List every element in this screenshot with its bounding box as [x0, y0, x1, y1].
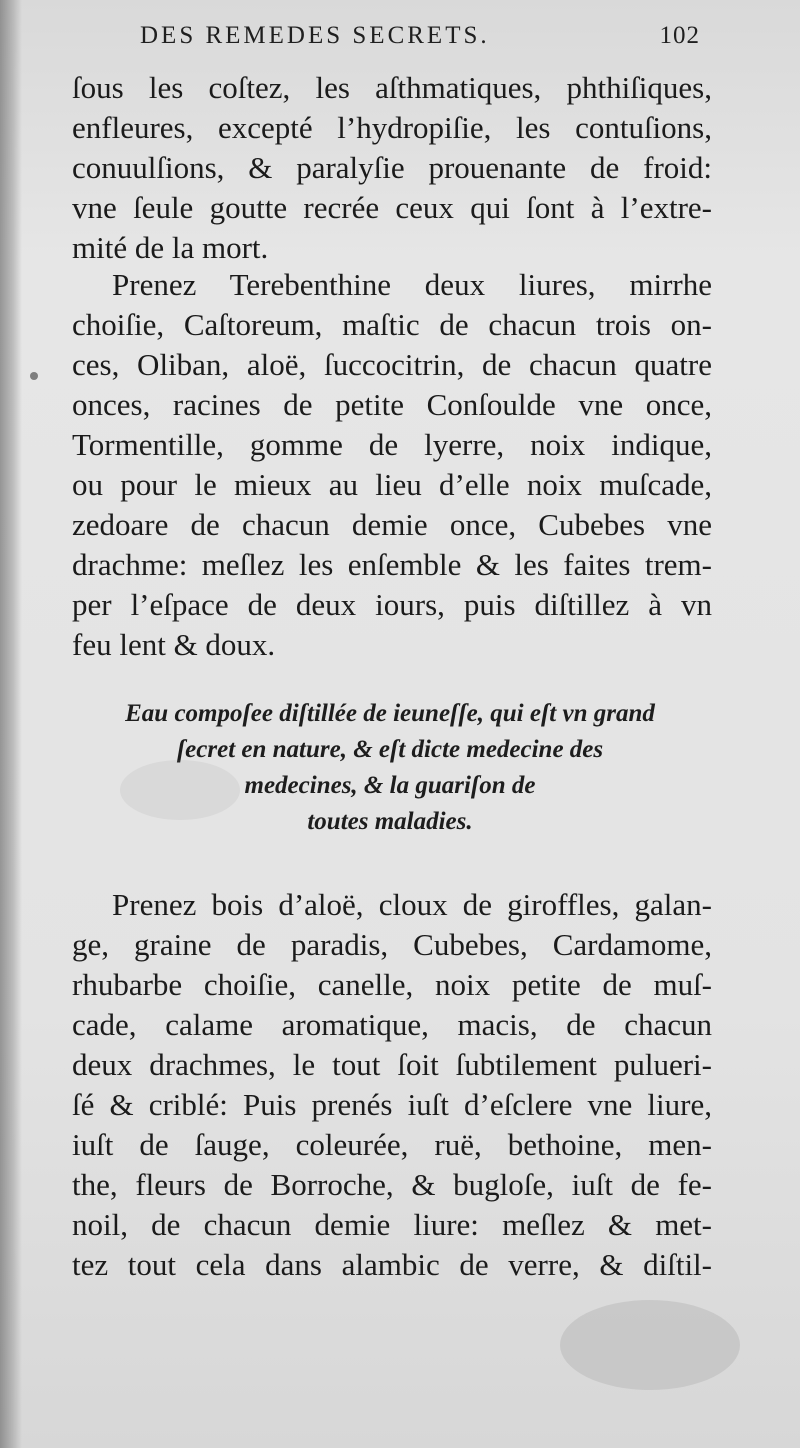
text-line: ge, graine de paradis, Cubebes, Cardamome, [72, 927, 712, 962]
heading-line: ſecret en nature, & eſt dicte medecine des [176, 736, 604, 763]
text-line: Prenez Terebenthine deux liures, mirrhe [112, 267, 712, 302]
paper-stain [120, 760, 240, 820]
text-line: noil, de chacun demie liure: meſlez & met- [72, 1207, 712, 1242]
paragraph-recipe-aloe [72, 885, 712, 1285]
ink-speck [30, 372, 38, 380]
text-line: conuulſions, & paralyſie prouenante de froid: [72, 150, 712, 185]
heading-line: toutes maladies. [307, 808, 473, 835]
text-line: Prenez bois d’aloë, cloux de giroffles, galan- [112, 887, 712, 922]
text-line: drachme: meſlez les enſemble & les faites trem- [72, 547, 712, 582]
text-line: ſous les coſtez, les aſthmatiques, phthiſiques, [72, 70, 712, 105]
text-line: feu lent & doux. [72, 627, 276, 662]
text-line: vne ſeule goutte recrée ceux qui ſont à l’extre- [72, 190, 712, 225]
text-line: mité de la mort. [72, 230, 269, 265]
text-line: enfleures, excepté l’hydropiſie, les contuſions, [72, 110, 712, 145]
paragraph-recipe-terebenthine [72, 265, 712, 665]
heading-line: medecines, & la guariſon de [244, 772, 536, 799]
running-head [140, 22, 700, 62]
text-line: ſé & criblé: Puis prenés iuſt d’eſclere vne liure, [72, 1087, 712, 1122]
text-line: choiſie, Caſtoreum, maſtic de chacun trois on- [72, 307, 712, 342]
text-line: deux drachmes, le tout ſoit ſubtilement pulueri- [72, 1047, 712, 1082]
heading-line: Eau compoſee diſtillée de ieuneſſe, qui eſt vn grand [125, 700, 655, 727]
text-line: ces, Oliban, aloë, ſuccocitrin, de chacun quatre [72, 347, 712, 382]
text-line: rhubarbe choiſie, canelle, noix petite de muſ- [72, 967, 712, 1002]
text-line: cade, calame aromatique, macis, de chacun [72, 1007, 712, 1042]
text-line: the, fleurs de Borroche, & bugloſe, iuſt de fe- [72, 1167, 712, 1202]
text-line: Tormentille, gomme de lyerre, noix indique, [72, 427, 712, 462]
text-line: tez tout cela dans alambic de verre, & diſtil- [72, 1247, 712, 1282]
paper-stain [560, 1300, 740, 1390]
text-line: zedoare de chacun demie once, Cubebes vne [72, 507, 712, 542]
running-title: DES REMEDES SECRETS. [140, 22, 490, 49]
text-line: per l’eſpace de deux iours, puis diſtillez à vn [72, 587, 712, 622]
text-line: onces, racines de petite Conſoulde vne once, [72, 387, 712, 422]
text-line: iuſt de ſauge, coleurée, ruë, bethoine, men- [72, 1127, 712, 1162]
paragraph-continuation [72, 68, 712, 268]
page-number: 102 [659, 22, 700, 49]
text-line: ou pour le mieux au lieu d’elle noix muſcade, [72, 467, 712, 502]
